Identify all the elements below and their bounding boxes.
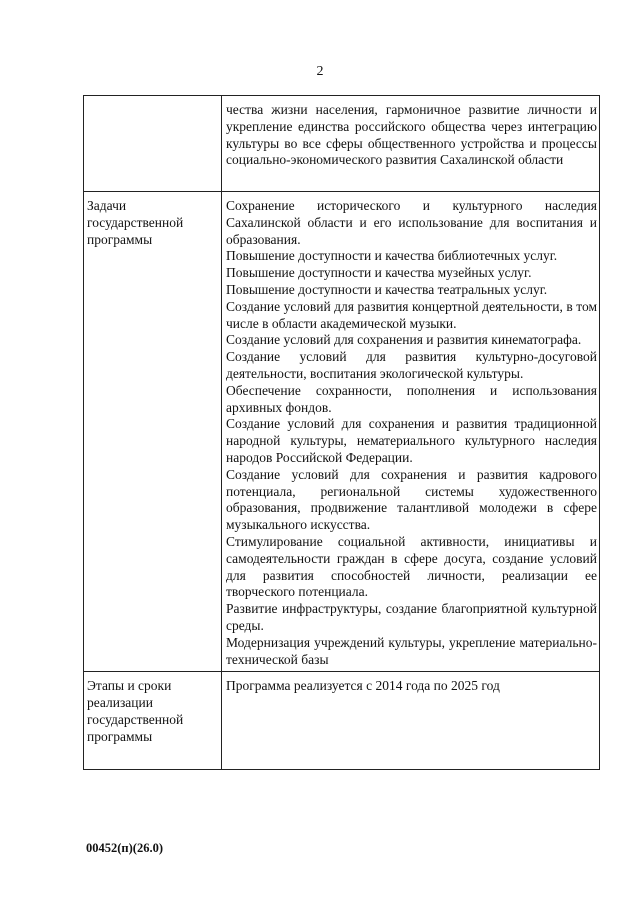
task-item: Создание условий для развития концертной деятельности, в том числе в области академической музыки. (226, 298, 597, 331)
row-label: Задачи государственной программы (84, 192, 222, 672)
table-row (84, 96, 600, 192)
row-label (84, 96, 222, 192)
goal-text: чества жизни населения, гармоничное развитие личности и укрепление единства российского общества через интеграцию культуры во все сферы общественного устройства и процессы социально-экономического развития Сахалинской области (226, 102, 597, 168)
timeline-text: Программа реализуется с 2014 года по 2025 год (226, 678, 500, 694)
program-passport-table (83, 95, 600, 770)
task-item: Повышение доступности и качества театральных услуг. (226, 281, 548, 297)
task-item: Повышение доступности и качества музейных услуг. (226, 265, 532, 281)
task-item: Модернизация учреждений культуры, укрепление материально-технической базы (226, 634, 597, 667)
task-item: Создание условий для развития культурно-досуговой деятельности, воспитания экологической культуры. (226, 349, 597, 381)
task-item: Повышение доступности и качества библиотечных услуг. (226, 248, 558, 264)
task-item: Создание условий для сохранения и развития кадрового потенциала, региональной системы художественного образования, продвижение талантливой молодежи в сфере музыкального искусства. (226, 466, 597, 533)
goal-continuation-cell (222, 96, 600, 192)
tasks-cell (222, 192, 600, 672)
task-item: Развитие инфраструктуры, создание благоприятной культурной среды. (226, 601, 597, 633)
task-item: Стимулирование социальной активности, инициативы и самодеятельности граждан в сфере досуга, создание условий для развития способностей личности, реализации ее творческого потенциала. (226, 533, 597, 600)
task-item: Создание условий для сохранения и развития традиционной народной культуры, нематериального культурного наследия народов Российской Федерации. (226, 416, 597, 465)
timeline-cell (222, 672, 600, 770)
task-item: Сохранение исторического и культурного наследия Сахалинской области и его использование для воспитания и образования. (226, 198, 597, 247)
table-row (84, 672, 600, 770)
table-row (84, 192, 600, 672)
row-label: Этапы и сроки реализации государственной программы (84, 672, 222, 770)
task-item: Создание условий для сохранения и развития кинематографа. (226, 332, 582, 348)
task-item: Обеспечение сохранности, пополнения и использования архивных фондов. (226, 382, 597, 415)
document-code: 00452(п)(26.0) (86, 841, 163, 855)
page-number: 2 (316, 64, 324, 79)
